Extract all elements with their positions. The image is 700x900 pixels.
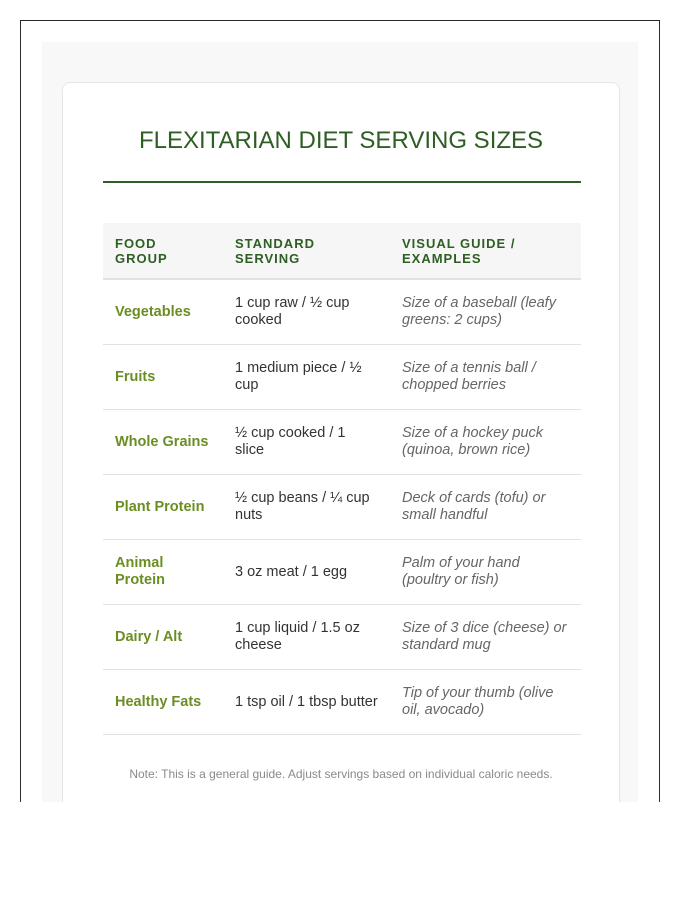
serving-sizes-table (103, 223, 581, 735)
visual-guide-cell: Size of a baseball (leafy greens: 2 cups) (390, 279, 581, 345)
visual-guide-cell: Size of 3 dice (cheese) or standard mug (390, 605, 581, 670)
serving-cell: 1 cup liquid / 1.5 oz cheese (223, 605, 390, 670)
header-standard-serving: STANDARD SERVING (223, 223, 390, 279)
serving-cell: ½ cup cooked / 1 slice (223, 410, 390, 475)
page-frame (20, 20, 660, 802)
serving-cell: 3 oz meat / 1 egg (223, 540, 390, 605)
table-row (103, 670, 581, 735)
content-panel (42, 42, 638, 802)
table-header-row (103, 223, 581, 279)
food-group-cell: Healthy Fats (103, 670, 223, 735)
visual-guide-cell: Deck of cards (tofu) or small handful (390, 475, 581, 540)
visual-guide-cell: Tip of your thumb (olive oil, avocado) (390, 670, 581, 735)
header-food-group: FOOD GROUP (103, 223, 223, 279)
food-group-cell: Whole Grains (103, 410, 223, 475)
visual-guide-cell: Size of a hockey puck (quinoa, brown rice) (390, 410, 581, 475)
title-divider (103, 181, 581, 183)
table-row (103, 475, 581, 540)
page-title: FLEXITARIAN DIET SERVING SIZES (138, 127, 544, 154)
serving-sizes-card (62, 82, 620, 802)
table-row (103, 279, 581, 345)
food-group-cell: Fruits (103, 345, 223, 410)
serving-cell: 1 cup raw / ½ cup cooked (223, 279, 390, 345)
visual-guide-cell: Size of a tennis ball / chopped berries (390, 345, 581, 410)
serving-cell: ½ cup beans / ¼ cup nuts (223, 475, 390, 540)
food-group-cell: Animal Protein (103, 540, 223, 605)
footnote: Note: This is a general guide. Adjust servings based on individual caloric needs. (129, 767, 553, 781)
visual-guide-cell: Palm of your hand (poultry or fish) (390, 540, 581, 605)
table-row (103, 345, 581, 410)
food-group-cell: Plant Protein (103, 475, 223, 540)
serving-cell: 1 tsp oil / 1 tbsp butter (223, 670, 390, 735)
table-row (103, 540, 581, 605)
table-row (103, 410, 581, 475)
table-row (103, 605, 581, 670)
food-group-cell: Vegetables (103, 279, 223, 345)
header-visual-guide: VISUAL GUIDE / EXAMPLES (390, 223, 581, 279)
food-group-cell: Dairy / Alt (103, 605, 223, 670)
serving-cell: 1 medium piece / ½ cup (223, 345, 390, 410)
